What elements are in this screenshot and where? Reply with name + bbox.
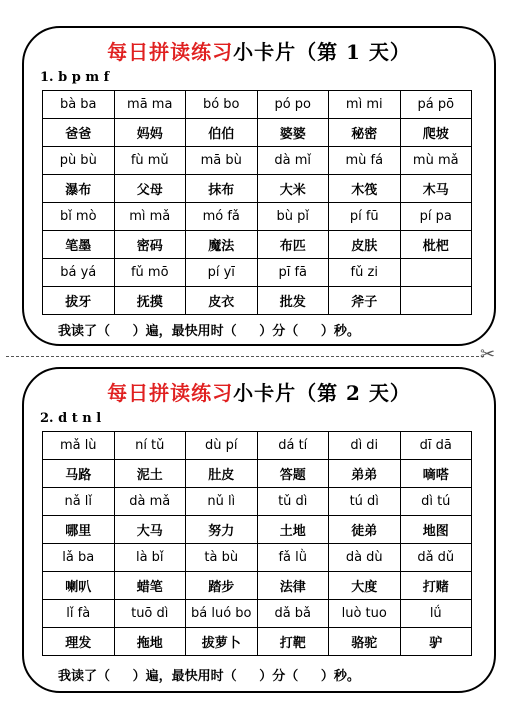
pinyin-cell: bà ba xyxy=(43,91,115,119)
pinyin-cell: tuō dì xyxy=(114,600,186,628)
pinyin-cell: fǔ zi xyxy=(329,259,401,287)
pinyin-cell: dà mǎ xyxy=(114,488,186,516)
hanzi-row xyxy=(43,572,472,600)
hanzi-cell: 密码 xyxy=(114,231,186,259)
card-title xyxy=(24,377,494,406)
hanzi-cell: 抚摸 xyxy=(114,287,186,315)
hanzi-cell: 肚皮 xyxy=(186,460,258,488)
pinyin-cell: fǎ lǜ xyxy=(257,544,329,572)
hanzi-cell: 打靶 xyxy=(257,628,329,656)
pinyin-cell: tà bù xyxy=(186,544,258,572)
pinyin-cell: fǔ mō xyxy=(114,259,186,287)
hanzi-cell: 瀑布 xyxy=(43,175,115,203)
practice-card-day1 xyxy=(22,26,496,346)
hanzi-cell: 秘密 xyxy=(329,119,401,147)
hanzi-row xyxy=(43,231,472,259)
pinyin-cell: dì tú xyxy=(400,488,472,516)
pinyin-cell: dì di xyxy=(329,432,401,460)
hanzi-cell: 布匹 xyxy=(257,231,329,259)
hanzi-cell: 拖地 xyxy=(114,628,186,656)
pinyin-cell: mù fá xyxy=(329,147,401,175)
hanzi-cell: 土地 xyxy=(257,516,329,544)
letter-group-heading: 1. b p m f xyxy=(40,70,110,85)
hanzi-cell: 打赌 xyxy=(400,572,472,600)
pinyin-cell: bù pǐ xyxy=(257,203,329,231)
pinyin-cell: dù pí xyxy=(186,432,258,460)
pinyin-cell: mā bù xyxy=(186,147,258,175)
pinyin-cell: tǔ dì xyxy=(257,488,329,516)
hanzi-cell xyxy=(400,287,472,315)
pinyin-cell: bá yá xyxy=(43,259,115,287)
pinyin-cell: pí pa xyxy=(400,203,472,231)
hanzi-cell: 婆婆 xyxy=(257,119,329,147)
hanzi-cell: 爸爸 xyxy=(43,119,115,147)
pinyin-row xyxy=(43,203,472,231)
hanzi-row xyxy=(43,119,472,147)
pinyin-cell: mā ma xyxy=(114,91,186,119)
practice-card-day2 xyxy=(22,367,496,693)
pinyin-cell: dà dù xyxy=(329,544,401,572)
hanzi-cell: 地图 xyxy=(400,516,472,544)
pinyin-cell: pá pō xyxy=(400,91,472,119)
hanzi-cell: 泥土 xyxy=(114,460,186,488)
card-title-rest: 小卡片（第 2 天） xyxy=(233,381,411,405)
pinyin-cell: lǘ xyxy=(400,600,472,628)
card-title-highlight: 每日拼读练习 xyxy=(107,40,234,64)
pinyin-row xyxy=(43,488,472,516)
hanzi-cell: 理发 xyxy=(43,628,115,656)
pinyin-cell: nǎ lǐ xyxy=(43,488,115,516)
hanzi-cell: 笔墨 xyxy=(43,231,115,259)
pinyin-cell: dà mǐ xyxy=(257,147,329,175)
cut-line xyxy=(6,356,484,357)
word-grid xyxy=(42,90,472,315)
pinyin-cell: dǎ bǎ xyxy=(257,600,329,628)
pinyin-cell: ní tǔ xyxy=(114,432,186,460)
hanzi-cell: 拔萝卜 xyxy=(186,628,258,656)
word-grid xyxy=(42,431,472,656)
pinyin-cell: pī fā xyxy=(257,259,329,287)
pinyin-cell: mì mi xyxy=(329,91,401,119)
hanzi-row xyxy=(43,287,472,315)
pinyin-cell: luò tuo xyxy=(329,600,401,628)
hanzi-cell: 父母 xyxy=(114,175,186,203)
scissors-icon: ✂ xyxy=(480,344,496,365)
hanzi-cell: 徒弟 xyxy=(329,516,401,544)
pinyin-row xyxy=(43,600,472,628)
hanzi-cell: 拔牙 xyxy=(43,287,115,315)
card-title-rest: 小卡片（第 1 天） xyxy=(233,40,411,64)
pinyin-cell: pó po xyxy=(257,91,329,119)
reading-record: 我读了（ ）遍，最快用时（ ）分（ ）秒。 xyxy=(58,669,360,684)
pinyin-cell: dǎ dǔ xyxy=(400,544,472,572)
hanzi-cell: 喇叭 xyxy=(43,572,115,600)
hanzi-row xyxy=(43,628,472,656)
pinyin-cell xyxy=(400,259,472,287)
hanzi-cell: 弟弟 xyxy=(329,460,401,488)
pinyin-cell: là bǐ xyxy=(114,544,186,572)
pinyin-cell: nǔ lì xyxy=(186,488,258,516)
reading-record: 我读了（ ）遍，最快用时（ ）分（ ）秒。 xyxy=(58,324,360,339)
hanzi-cell: 蜡笔 xyxy=(114,572,186,600)
hanzi-cell: 骆驼 xyxy=(329,628,401,656)
hanzi-cell: 皮肤 xyxy=(329,231,401,259)
hanzi-cell: 木筏 xyxy=(329,175,401,203)
hanzi-cell: 抹布 xyxy=(186,175,258,203)
pinyin-row xyxy=(43,544,472,572)
hanzi-cell: 大米 xyxy=(257,175,329,203)
pinyin-cell: bá luó bo xyxy=(186,600,258,628)
pinyin-cell: fù mǔ xyxy=(114,147,186,175)
pinyin-cell: pù bù xyxy=(43,147,115,175)
card-title-highlight: 每日拼读练习 xyxy=(107,381,234,405)
pinyin-cell: pí fū xyxy=(329,203,401,231)
hanzi-cell: 踏步 xyxy=(186,572,258,600)
hanzi-cell: 大度 xyxy=(329,572,401,600)
hanzi-row xyxy=(43,516,472,544)
pinyin-cell: mù mǎ xyxy=(400,147,472,175)
hanzi-cell: 嘀嗒 xyxy=(400,460,472,488)
pinyin-row xyxy=(43,259,472,287)
pinyin-cell: pí yī xyxy=(186,259,258,287)
hanzi-cell: 魔法 xyxy=(186,231,258,259)
hanzi-cell: 木马 xyxy=(400,175,472,203)
pinyin-cell: mó fǎ xyxy=(186,203,258,231)
card-title xyxy=(24,36,494,65)
pinyin-cell: bǐ mò xyxy=(43,203,115,231)
hanzi-cell: 驴 xyxy=(400,628,472,656)
hanzi-row xyxy=(43,175,472,203)
hanzi-cell: 法律 xyxy=(257,572,329,600)
hanzi-cell: 批发 xyxy=(257,287,329,315)
pinyin-cell: dá tí xyxy=(257,432,329,460)
pinyin-cell: lǐ fà xyxy=(43,600,115,628)
hanzi-cell: 哪里 xyxy=(43,516,115,544)
hanzi-cell: 马路 xyxy=(43,460,115,488)
pinyin-row xyxy=(43,147,472,175)
pinyin-row xyxy=(43,91,472,119)
hanzi-cell: 斧子 xyxy=(329,287,401,315)
hanzi-cell: 皮衣 xyxy=(186,287,258,315)
hanzi-cell: 努力 xyxy=(186,516,258,544)
pinyin-row xyxy=(43,432,472,460)
pinyin-cell: tú dì xyxy=(329,488,401,516)
hanzi-cell: 枇杷 xyxy=(400,231,472,259)
pinyin-cell: mǎ lù xyxy=(43,432,115,460)
hanzi-cell: 妈妈 xyxy=(114,119,186,147)
pinyin-cell: lǎ ba xyxy=(43,544,115,572)
hanzi-cell: 大马 xyxy=(114,516,186,544)
hanzi-cell: 伯伯 xyxy=(186,119,258,147)
hanzi-row xyxy=(43,460,472,488)
pinyin-cell: mì mǎ xyxy=(114,203,186,231)
hanzi-cell: 答题 xyxy=(257,460,329,488)
pinyin-cell: bó bo xyxy=(186,91,258,119)
hanzi-cell: 爬坡 xyxy=(400,119,472,147)
pinyin-cell: dī dā xyxy=(400,432,472,460)
letter-group-heading: 2. d t n l xyxy=(40,411,102,426)
